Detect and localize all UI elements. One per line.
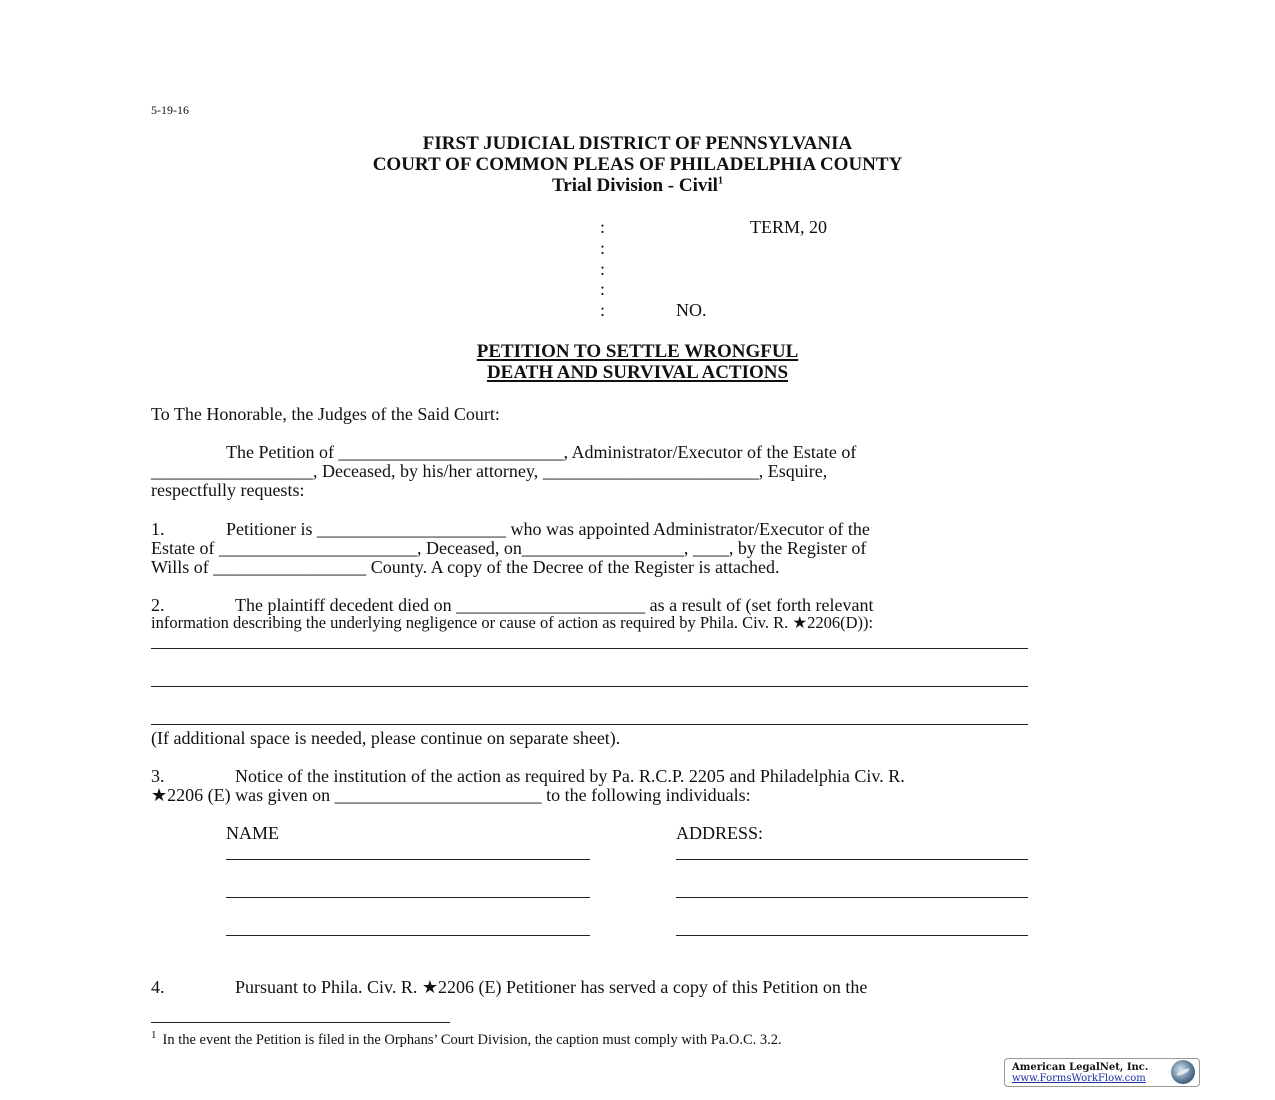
caption-colon: : bbox=[600, 259, 606, 279]
name-column-header: NAME bbox=[226, 823, 279, 843]
petition-title-line2: DEATH AND SURVIVAL ACTIONS bbox=[486, 362, 789, 383]
footnote-mark: 1 bbox=[151, 1029, 157, 1041]
blank-line bbox=[151, 724, 1028, 725]
court-header-line3 bbox=[0, 175, 1275, 197]
division-label: Trial Division - Civil bbox=[552, 175, 718, 196]
case-number-label: NO. bbox=[676, 300, 707, 320]
blank-line bbox=[151, 648, 1028, 649]
paragraph-line: Estate of ______________________, Deceased, on__________________, ____, by the Register of bbox=[151, 538, 867, 558]
term-label: TERM, 20 bbox=[750, 217, 828, 237]
salutation: To The Honorable, the Judges of the Said Court: bbox=[151, 404, 500, 424]
caption-colon: : bbox=[600, 238, 606, 258]
globe-icon bbox=[1171, 1060, 1195, 1084]
paragraph-number: 1. bbox=[151, 519, 165, 539]
paragraph-line: Notice of the institution of the action as required by Pa. R.C.P. 2205 and Philadelphia Civ. R. bbox=[235, 766, 905, 786]
name-blank-line bbox=[226, 935, 590, 936]
address-blank-line bbox=[676, 859, 1028, 860]
additional-space-note: (If additional space is needed, please continue on separate sheet). bbox=[151, 728, 621, 748]
paragraph-number: 4. bbox=[151, 977, 165, 997]
petition-title-line1: PETITION TO SETTLE WRONGFUL bbox=[476, 341, 799, 362]
caption-colon: : bbox=[600, 279, 606, 299]
americanlegalnet-logo[interactable] bbox=[1004, 1058, 1200, 1087]
paragraph-line: information describing the underlying negligence or cause of action as required by Phila. Civ. R. ★2206(D)): bbox=[151, 613, 874, 632]
footnote-text: In the event the Petition is filed in the Orphans’ Court Division, the caption must comply with Pa.O.C. 3.2. bbox=[162, 1032, 782, 1048]
logo-company: American LegalNet, Inc. bbox=[1012, 1062, 1149, 1073]
revision-date: 5-19-16 bbox=[151, 103, 189, 117]
name-blank-line bbox=[226, 859, 590, 860]
footnote-separator bbox=[151, 1022, 450, 1023]
paragraph-number: 3. bbox=[151, 766, 165, 786]
intro-line: __________________, Deceased, by his/her attorney, ________________________, Esquire, bbox=[151, 461, 828, 481]
footnote bbox=[151, 1029, 782, 1049]
paragraph-line: Pursuant to Phila. Civ. R. ★2206 (E) Petitioner has served a copy of this Petition on the bbox=[235, 977, 868, 997]
name-blank-line bbox=[226, 897, 590, 898]
caption-colon: : bbox=[600, 217, 606, 237]
intro-line: respectfully requests: bbox=[151, 480, 305, 500]
court-header-line1: FIRST JUDICIAL DISTRICT OF PENNSYLVANIA bbox=[422, 133, 853, 154]
paragraph-number: 2. bbox=[151, 595, 165, 615]
blank-line bbox=[151, 686, 1028, 687]
caption-colon: : bbox=[600, 300, 606, 320]
paragraph-line: ★2206 (E) was given on _______________________ to the following individuals: bbox=[151, 785, 751, 805]
footnote-ref: 1 bbox=[717, 175, 723, 187]
paragraph-line: Wills of _________________ County. A copy of the Decree of the Register is attached. bbox=[151, 557, 780, 577]
address-blank-line bbox=[676, 935, 1028, 936]
paragraph-line: The plaintiff decedent died on _____________________ as a result of (set forth relevant bbox=[235, 595, 874, 615]
address-column-header: ADDRESS: bbox=[676, 823, 764, 843]
logo-url-link[interactable]: www.FormsWorkFlow.com bbox=[1012, 1073, 1146, 1084]
intro-line: The Petition of _________________________, Administrator/Executor of the Estate of bbox=[226, 442, 857, 462]
paragraph-line: Petitioner is _____________________ who was appointed Administrator/Executor of the bbox=[226, 519, 870, 539]
address-blank-line bbox=[676, 897, 1028, 898]
court-header-line2: COURT OF COMMON PLEAS OF PHILADELPHIA COUNTY bbox=[372, 154, 903, 175]
